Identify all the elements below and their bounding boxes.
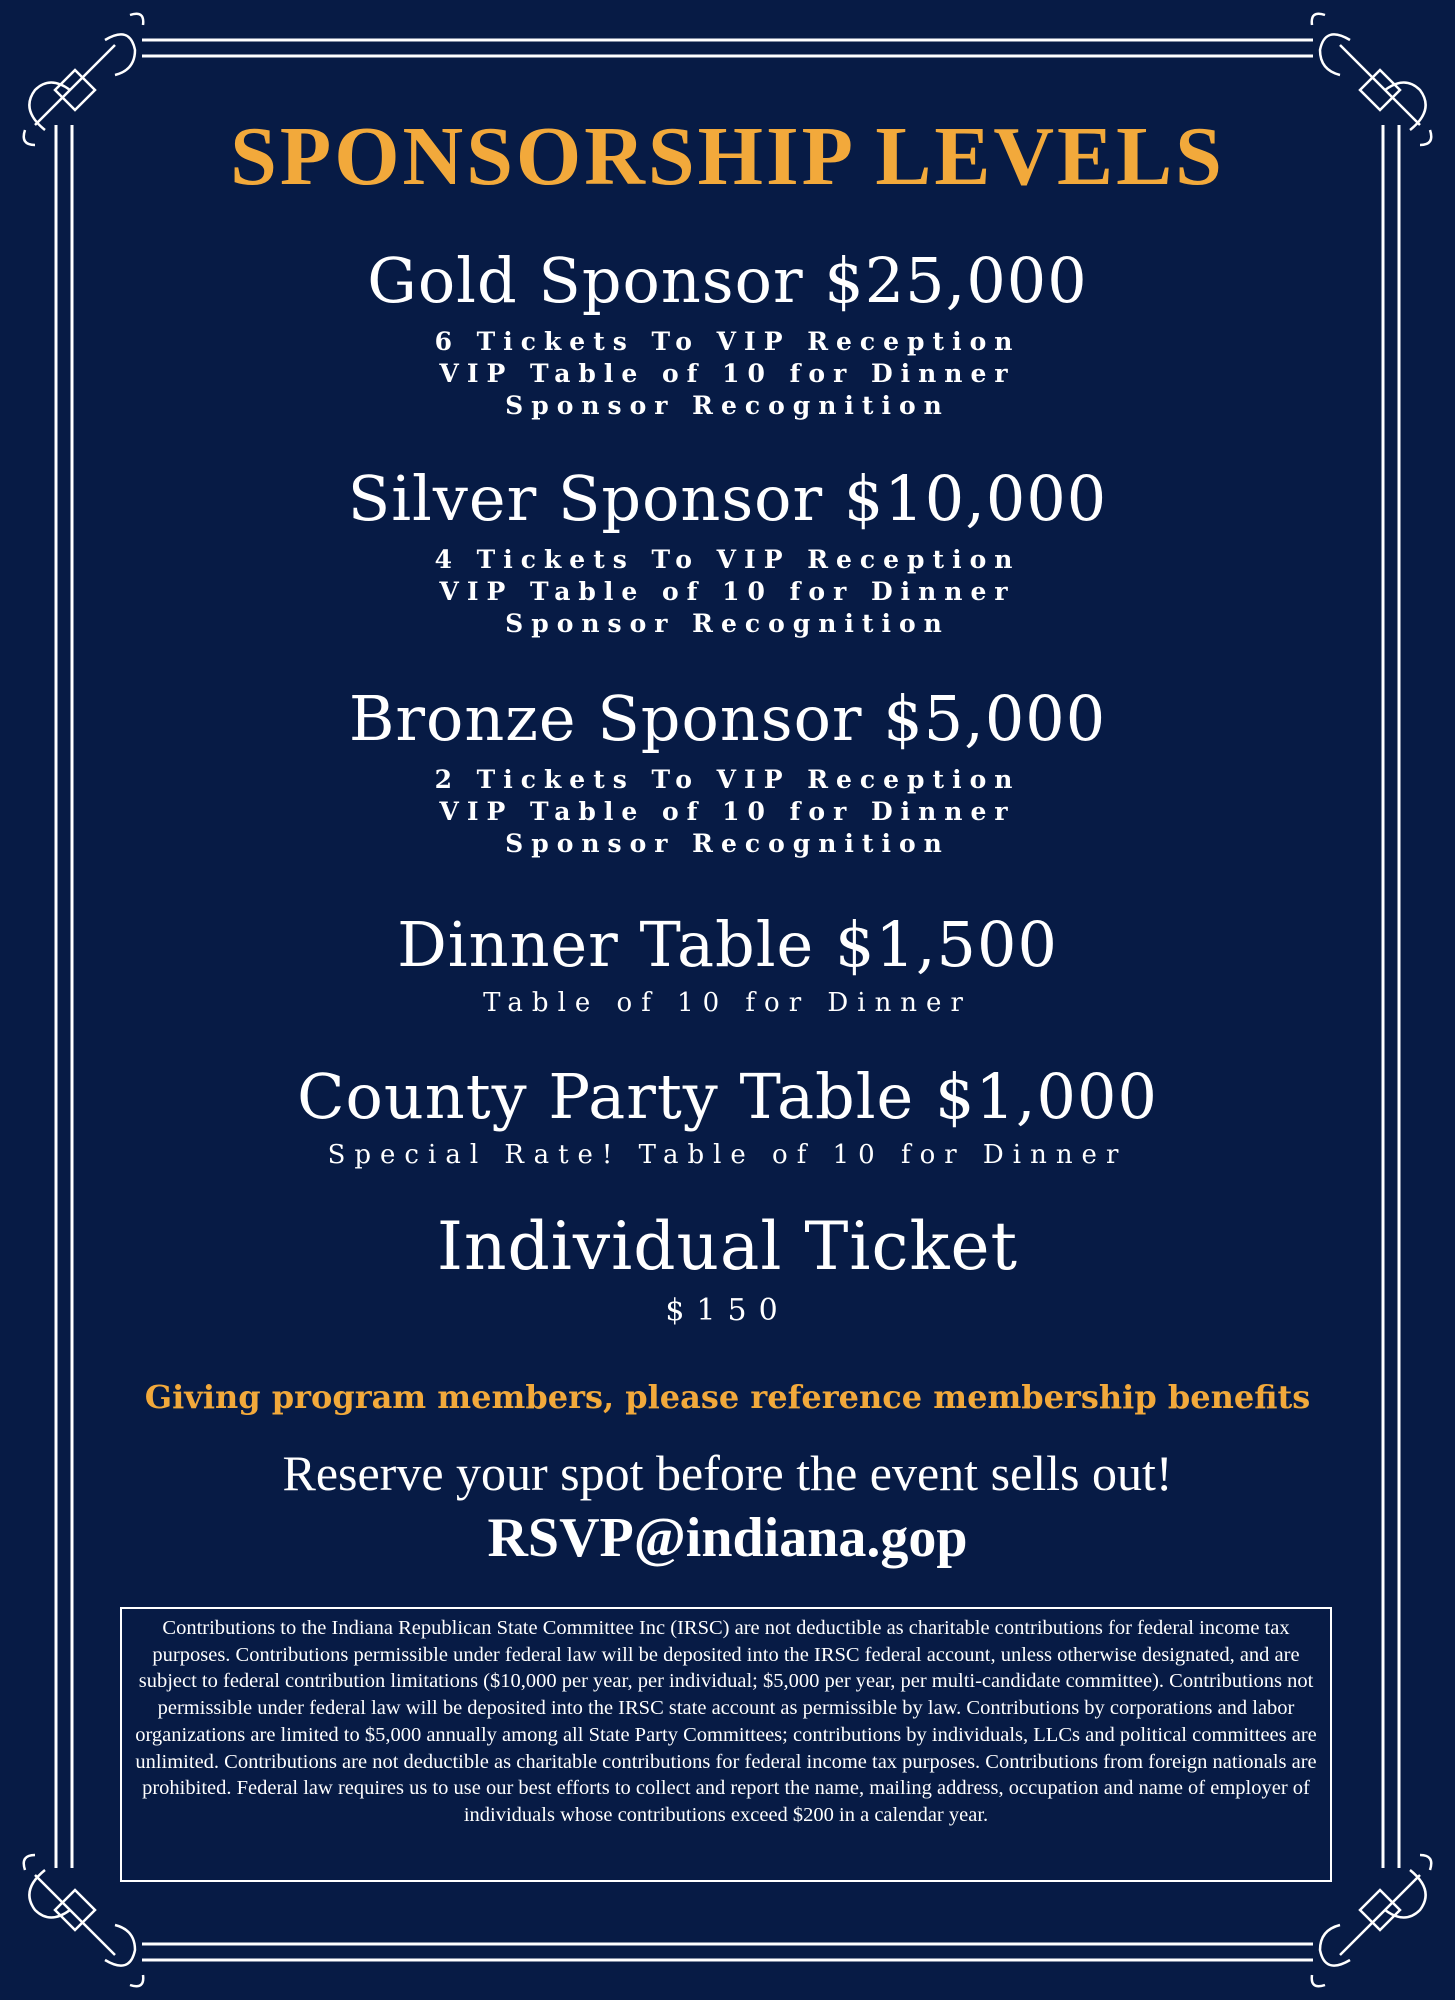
perk-item: VIP Table of 10 for Dinner bbox=[439, 577, 1016, 606]
ticket-price: $150 bbox=[665, 1293, 790, 1328]
level-bronze bbox=[0, 682, 1455, 860]
level-name: Individual Ticket bbox=[436, 1208, 1019, 1285]
cta-text: Reserve your spot before the event sells out! bbox=[282, 1445, 1173, 1501]
level-county-party-table bbox=[0, 1060, 1455, 1172]
level-name: County Party Table $1,000 bbox=[297, 1060, 1158, 1133]
perk-item: VIP Table of 10 for Dinner bbox=[439, 359, 1016, 388]
perk-item: Sponsor Recognition bbox=[505, 609, 950, 638]
level-gold bbox=[0, 244, 1455, 422]
legal-disclaimer: Contributions to the Indiana Republican State Committee Inc (IRSC) are not deductible as charitable contributions for federal income tax purposes. Contributions permissible under federal law will be deposited into the IRSC federal account, unless otherwise designated, and are subject to federal contribution limitations ($10,000 per year, per individual; $5,000 per year, per multi-candidate committee). Contributions not permissible under federal law will be deposited into the IRSC state account as permissible by law. Contributions by corporations and labor organizations are limited to $5,000 annually among all State Party Committees; contributions by individuals, LLCs and political committees are unlimited. Contributions are not deductible as charitable contributions for federal income tax purposes. Contributions from foreign nationals are prohibited. Federal law requires us to use our best efforts to collect and report the name, mailing address, occupation and name of employer of individuals whose contributions exceed $200 in a calendar year. bbox=[120, 1607, 1332, 1882]
perk-item: 6 Tickets To VIP Reception bbox=[434, 327, 1021, 356]
perk-item: 2 Tickets To VIP Reception bbox=[434, 765, 1021, 794]
perk-item: 4 Tickets To VIP Reception bbox=[434, 545, 1021, 574]
page-title: SPONSORSHIP LEVELS bbox=[230, 110, 1225, 203]
level-individual-ticket bbox=[0, 1210, 1455, 1328]
level-silver bbox=[0, 462, 1455, 640]
perk-item: Special Rate! Table of 10 for Dinner bbox=[327, 1140, 1128, 1170]
perk-item: Sponsor Recognition bbox=[505, 391, 950, 420]
level-name: Dinner Table $1,500 bbox=[397, 908, 1058, 981]
perk-item: Table of 10 for Dinner bbox=[483, 988, 972, 1018]
perk-item: Sponsor Recognition bbox=[505, 829, 950, 858]
level-dinner-table bbox=[0, 908, 1455, 1020]
member-note: Giving program members, please reference membership benefits bbox=[144, 1378, 1311, 1416]
level-name: Silver Sponsor $10,000 bbox=[347, 462, 1108, 535]
level-name: Bronze Sponsor $5,000 bbox=[348, 682, 1107, 755]
perk-item: VIP Table of 10 for Dinner bbox=[439, 797, 1016, 826]
level-name: Gold Sponsor $25,000 bbox=[367, 244, 1088, 317]
rsvp-email-link[interactable]: RSVP@indiana.gop bbox=[487, 1507, 968, 1569]
